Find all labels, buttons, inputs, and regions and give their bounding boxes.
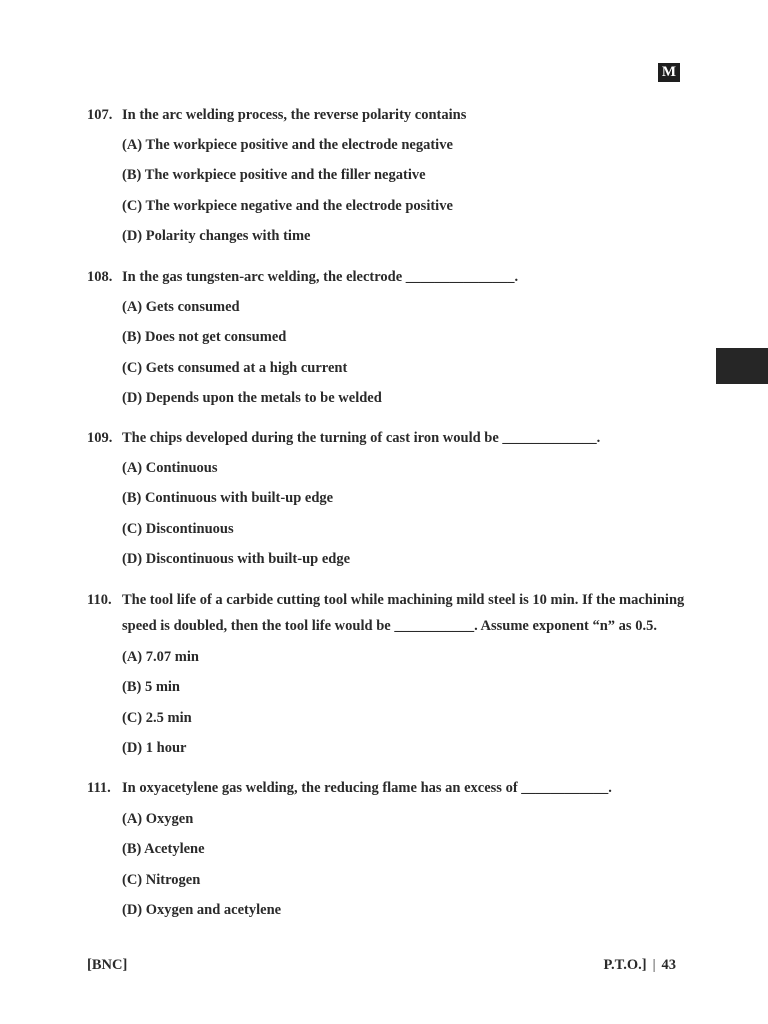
question-111 (87, 779, 697, 918)
option-a: (A) Oxygen (122, 811, 194, 827)
option-a: (A) Continuous (122, 460, 218, 476)
option-b: (B) Does not get consumed (122, 329, 287, 346)
option-d: (D) Oxygen and acetylene (122, 901, 282, 918)
option-c: (C) Discontinuous (122, 520, 234, 537)
option-list (122, 810, 281, 931)
option-c: (C) 2.5 min (122, 709, 192, 726)
question-number: 109. (87, 430, 113, 446)
option-a: (A) The workpiece positive and the electrode negative (122, 137, 453, 153)
option-list (122, 298, 382, 419)
question-text: In the gas tungsten-arc welding, the electrode _______________. (122, 269, 519, 285)
option-c: (C) Nitrogen (122, 871, 201, 888)
option-c: (C) Gets consumed at a high current (122, 359, 348, 376)
booklet-code: [BNC] (87, 957, 128, 973)
footer-separator: | (652, 957, 656, 973)
option-b: (B) Continuous with built-up edge (122, 490, 334, 507)
option-b: (B) 5 min (122, 679, 180, 696)
question-line (87, 268, 697, 286)
question-text: The chips developed during the turning of cast iron would be _____________. (122, 430, 601, 446)
option-list (122, 459, 350, 580)
option-b: (B) Acetylene (122, 841, 205, 858)
question-107 (87, 106, 697, 244)
option-a: (A) Gets consumed (122, 299, 240, 315)
option-d: (D) Depends upon the metals to be welded (122, 389, 382, 406)
question-number: 111. (87, 780, 111, 796)
question-109 (87, 429, 697, 567)
option-list (122, 136, 453, 257)
edge-tab-marker (716, 348, 768, 384)
question-text: The tool life of a carbide cutting tool while machining mild steel is 10 min. If the machining (122, 592, 685, 608)
question-line (87, 429, 697, 447)
question-line (87, 106, 697, 124)
option-list (122, 648, 199, 769)
option-b: (B) The workpiece positive and the filler negative (122, 167, 426, 184)
question-110 (87, 591, 697, 756)
question-text: In oxyacetylene gas welding, the reducing flame has an excess of ____________. (122, 780, 612, 796)
option-d: (D) Polarity changes with time (122, 227, 311, 244)
question-108 (87, 268, 697, 406)
question-number: 108. (87, 269, 113, 285)
question-number: 110. (87, 592, 112, 608)
page-number: 43 (661, 957, 676, 973)
option-c: (C) The workpiece negative and the electrode positive (122, 197, 453, 214)
pto-label: P.T.O.] (603, 957, 647, 973)
option-a: (A) 7.07 min (122, 649, 199, 665)
question-text-continued: speed is doubled, then the tool life would be ___________. Assume exponent “n” as 0.5. (122, 618, 657, 634)
question-line (87, 591, 697, 609)
question-number: 107. (87, 107, 113, 123)
page-footer (603, 956, 676, 974)
section-badge: M (658, 63, 680, 82)
option-d: (D) Discontinuous with built-up edge (122, 550, 351, 567)
option-d: (D) 1 hour (122, 739, 187, 756)
question-text: In the arc welding process, the reverse polarity contains (122, 107, 467, 123)
question-line (87, 779, 697, 797)
